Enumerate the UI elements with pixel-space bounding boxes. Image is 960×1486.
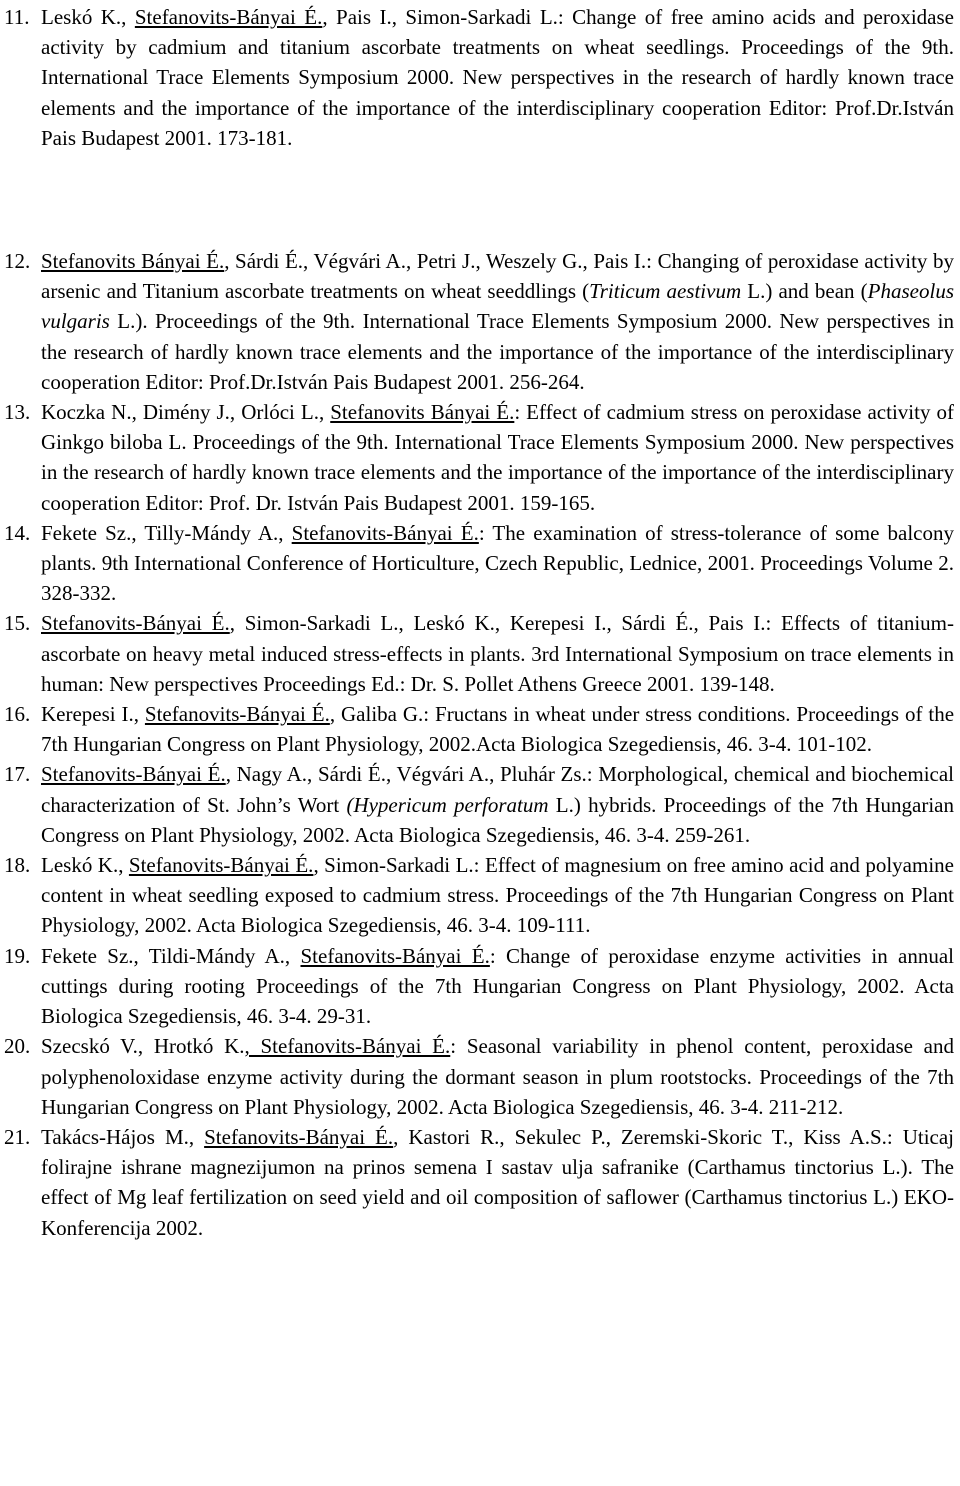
reference-text [41, 1034, 954, 1118]
reference-body: , Simon-Sarkadi L.: Effect of magnesium on free amino acid and polyamine content in wheat seedling exposed to cadmium stress. Proceedings of the 7th Hungarian Congress on Plant Physiology, 2002. Acta Biologica Szegediensis, 46. 3-4. 109-111. [41, 853, 954, 938]
reference-item [4, 1031, 954, 1122]
reference-authors: Koczka N., Dimény J., Orlóci L., [41, 400, 331, 425]
highlighted-author: Stefanovits Bányai É. [41, 249, 225, 274]
highlighted-author: Stefanovits Bányai É. [330, 400, 515, 425]
reference-item [4, 518, 954, 609]
reference-authors: Kerepesi I., [41, 702, 145, 727]
reference-body: , Sárdi É., Végvári A., Petri J., Weszely G., Pais I.: Changing of peroxidase activity by arsenic and Titanium ascorbate treatments on wheat seeddlings ( [41, 249, 954, 304]
reference-number: 11. [4, 5, 30, 29]
reference-number: 15. [4, 611, 31, 636]
reference-authors: Szecskó V., Hrotkó K. [41, 1034, 245, 1059]
reference-body: , Kastori R., Sekulec P., Zeremski-Skoric T., Kiss A.S.: Uticaj folirajne ishrane magnezijumon na prinos semena I sastav ulja safranike (Carthamus tinctorius L.). The effect of Mg leaf fertilization on seed yield and oil composition of saflower (Carthamus tinctorius L.) EKO- Konferencija 2002. [41, 1124, 955, 1240]
reference-body: : Seasonal variability in phenol content, peroxidase and polyphenoloxidase enzyme activity during the dormant season in plum rootstocks. Proceedings of the 7th Hungarian Congress on Plant Physiology, 2002. Acta Biologica Szegediensis, 46. 3-4. 211-212. [41, 1034, 955, 1119]
reference-body: L.) hybrids. Proceedings of the 7th Hungarian Congress on Plant Physiology, 2002. Acta Biologica Szegediensis, 46. 3-4. 259-261. [41, 792, 955, 847]
reference-body: : The examination of stress-tolerance of some balcony plants. 9th International Conference of Horticulture, Czech Republic, Lednice, 2001. Proceedings Volume 2. 328-332. [41, 520, 954, 606]
reference-item [4, 699, 954, 759]
highlighted-author: Stefanovits-Bányai É. [204, 1124, 394, 1149]
reference-number: 21. [4, 1124, 31, 1149]
reference-body: : Change of peroxidase enzyme activities in annual cuttings during rooting Proceedings of the 7th Hungarian Congress on Plant Physiology, 2002. Acta Biologica Szegediensis, 46. 3-4. 29-31. [41, 943, 955, 1029]
reference-item [4, 759, 954, 850]
highlighted-author: Stefanovits-Bányai É. [300, 943, 490, 968]
reference-number: 16. [4, 702, 31, 727]
reference-number: 14. [4, 520, 31, 545]
reference-body: , Simon-Sarkadi L., Leskó K., Kerepesi I., Sárdi É., Pais I.: Effects of titanium-ascorbate on heavy metal induced stress-effects in plants. 3rd International Symposium on trace elements in human: New perspectives Proceedings Ed.: Dr. S. Pollet Athens Greece 2001. 139-148. [41, 611, 954, 696]
highlighted-author: , Stefanovits-Bányai É. [244, 1034, 451, 1059]
reference-number: 20. [4, 1034, 31, 1059]
reference-authors: Leskó K., [41, 853, 129, 878]
reference-item [4, 608, 954, 699]
reference-body: L.) and bean ( [741, 279, 868, 304]
reference-text [41, 853, 954, 937]
reference-text [41, 944, 954, 1028]
reference-number: 19. [4, 943, 31, 968]
reference-number: 13. [4, 400, 31, 425]
reference-authors: Takács-Hájos M., [41, 1124, 205, 1149]
reference-text [41, 1125, 954, 1240]
reference-item [4, 2, 954, 153]
reference-list [4, 2, 954, 1243]
reference-authors: Leskó K., [41, 5, 135, 29]
species-name: Triticum aestivum [589, 279, 742, 304]
reference-text [41, 611, 954, 695]
highlighted-author: Stefanovits-Bányai É. [41, 762, 226, 787]
reference-text [41, 249, 954, 394]
reference-item [4, 1122, 954, 1243]
reference-authors: Fekete Sz., Tilly-Mándy A., [41, 520, 292, 545]
highlighted-author: Stefanovits-Bányai É. [41, 611, 230, 636]
reference-body: : Effect of cadmium stress on peroxidase activity of Ginkgo biloba L. Proceedings of the 9th. International Trace Elements Symposium 2000. New perspectives in the research of hardly known trace elements and the importance of the importance of the interdisciplinary cooperation Editor: Prof. Dr. István Pais Budapest 2001. 159-165. [41, 400, 954, 515]
reference-item [4, 941, 954, 1032]
reference-body: , Pais I., Simon-Sarkadi L.: Change of free amino acids and peroxidase activity by cadmium and titanium ascorbate treatments on wheat seedlings. Proceedings of the 9th. International Trace Elements Symposium 2000. New perspectives in the research of hardly known trace elements and the importance of the importance of the interdisciplinary cooperation Editor: Prof.Dr.István Pais Budapest 2001. 173-181. [41, 5, 954, 150]
reference-body: , Galiba G.: Fructans in wheat under stress conditions. Proceedings of the 7th Hungarian Congress on Plant Physiology, 2002.Acta Biologica Szegediensis, 46. 3-4. 101-102. [41, 702, 955, 757]
reference-text [41, 521, 954, 605]
reference-authors: Fekete Sz., Tildi-Mándy A., [41, 943, 301, 968]
highlighted-author: Stefanovits-Bányai É. [128, 853, 314, 878]
reference-number: 12. [4, 249, 31, 274]
reference-body: L.). Proceedings of the 9th. International Trace Elements Symposium 2000. New perspectives in the research of hardly known trace elements and the importance of the importance of the interdisciplinary cooperation Editor: Prof.Dr.István Pais Budapest 2001. 256-264. [41, 309, 954, 394]
reference-body: , Nagy A., Sárdi É., Végvári A., Pluhár Zs.: Morphological, chemical and biochemical characterization of St. John’s Wort [41, 762, 954, 817]
reference-text [41, 5, 954, 150]
reference-text [41, 762, 954, 846]
reference-text [41, 702, 954, 756]
highlighted-author: Stefanovits-Bányai É. [144, 702, 330, 727]
reference-text [41, 400, 954, 515]
species-name: Phaseolus vulgaris [41, 279, 954, 334]
reference-item [4, 397, 954, 518]
reference-item [4, 850, 954, 941]
species-name: (Hypericum perforatum [346, 792, 549, 817]
reference-number: 18. [4, 853, 31, 878]
highlighted-author: Stefanovits-Bányai É. [291, 520, 479, 545]
reference-item [4, 246, 954, 397]
highlighted-author: Stefanovits-Bányai É. [134, 5, 323, 29]
reference-number: 17. [4, 762, 31, 787]
